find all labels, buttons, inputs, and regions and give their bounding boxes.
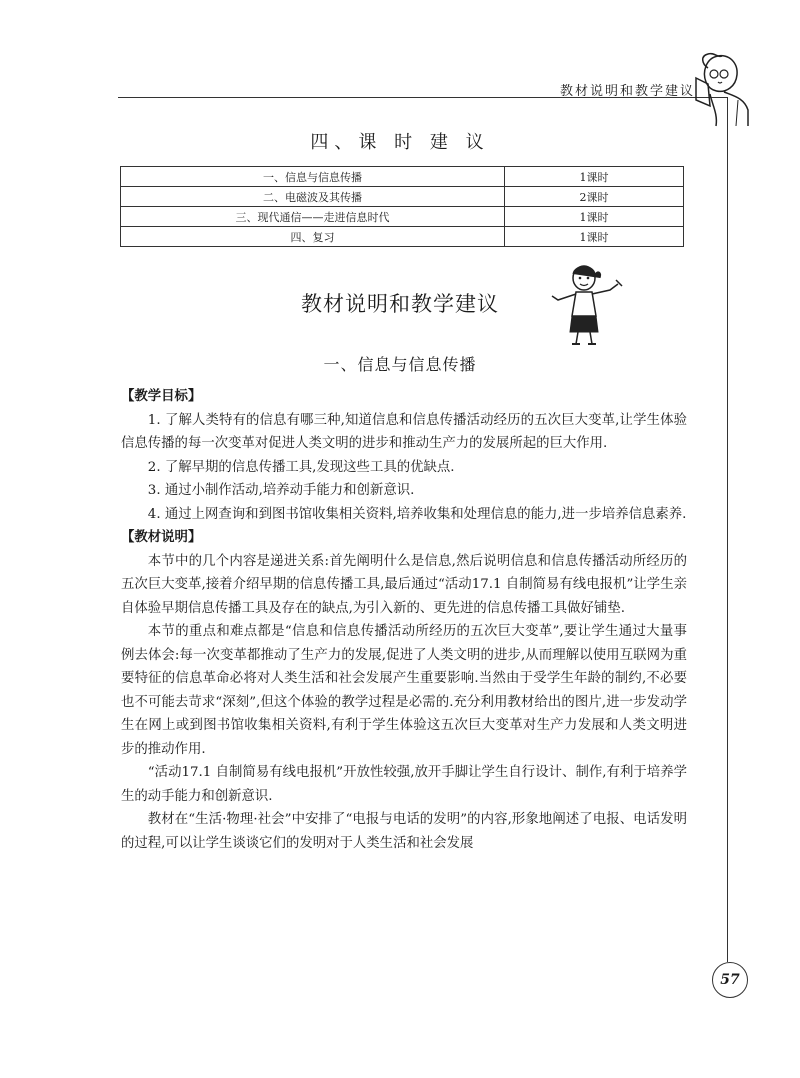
- hours-cell: 1课时: [504, 207, 683, 227]
- lesson-cell: 四、复习: [121, 227, 505, 247]
- paragraph: “活动17.1 自制简易有线电报机”开放性较强,放开手脚让学生自行设计、制作,有利于培养学生的动手能力和创新意识.: [121, 765, 687, 804]
- lesson-hours-table: [120, 166, 684, 247]
- right-margin-rule: [727, 97, 728, 962]
- hours-cell: 1课时: [504, 227, 683, 247]
- hours-cell: 1课时: [504, 167, 683, 187]
- lesson-cell: 二、电磁波及其传播: [121, 187, 505, 207]
- paragraph: 本节的重点和难点都是“信息和信息传播活动所经历的五次巨大变革”,要让学生通过大量事例去体会:每一次变革都推动了生产力的发展,促进了人类文明的进步,从而理解以使用互联网为重要特征的信息革命必将对人类生活和社会发展产生重要影响.当然由于受学生年龄的制约,不必要也不可能去苛求“深刻”,但这个体验的教学过程是必需的.充分利用教材给出的图片,进一步发动学生在网上或到图书馆收集相关资料,有利于学生体验这五次巨大变革对生产力发展和人类文明进步的推动作用.: [121, 624, 687, 757]
- page-number: 57: [712, 962, 748, 998]
- table-row: [121, 207, 684, 227]
- subsection-title: 一、信息与信息传播: [323, 355, 477, 374]
- running-header: 教材说明和教学建议: [560, 84, 696, 99]
- lesson-cell: 一、信息与信息传播: [121, 167, 505, 187]
- section-heading: 四、课 时 建 议: [310, 132, 490, 153]
- header-rule: [118, 97, 728, 98]
- main-title: 教材说明和教学建议: [301, 292, 499, 316]
- reading-person-illustration: [688, 48, 768, 128]
- table-row: [121, 167, 684, 187]
- goal-item: 4. 通过上网查询和到图书馆收集相关资料,培养收集和处理信息的能力,进一步培养信息素养.: [147, 506, 687, 522]
- goal-item: 1. 了解人类特有的信息有哪三种,知道信息和信息传播活动经历的五次巨大变革,让学生体验信息传播的每一次变革对促进人类文明的进步和推动生产力的发展所起的巨大作用.: [121, 412, 687, 451]
- goal-item: 3. 通过小制作活动,培养动手能力和创新意识.: [147, 483, 415, 498]
- goals-label: 【教学目标】: [121, 388, 202, 404]
- body-text: [121, 385, 687, 855]
- table-row: [121, 227, 684, 247]
- paragraph: 教材在“生活·物理·社会”中安排了“电报与电话的发明”的内容,形象地阐述了电报、电话发明的过程,可以让学生谈谈它们的发明对于人类生活和社会发展: [121, 812, 687, 851]
- goal-item: 2. 了解早期的信息传播工具,发现这些工具的优缺点.: [147, 459, 455, 475]
- notes-label: 【教材说明】: [121, 529, 202, 545]
- teacher-illustration: [548, 262, 626, 348]
- paragraph: 本节中的几个内容是递进关系:首先阐明什么是信息,然后说明信息和信息传播活动所经历的五次巨大变革,接着介绍早期的信息传播工具,最后通过“活动17.1 自制简易有线电报机”让学生亲自体验早期信息传播工具及存在的缺点,为引入新的、更先进的信息传播工具做好铺垫.: [121, 553, 687, 616]
- lesson-cell: 三、现代通信——走进信息时代: [121, 207, 505, 227]
- hours-cell: 2课时: [504, 187, 683, 207]
- table-row: [121, 187, 684, 207]
